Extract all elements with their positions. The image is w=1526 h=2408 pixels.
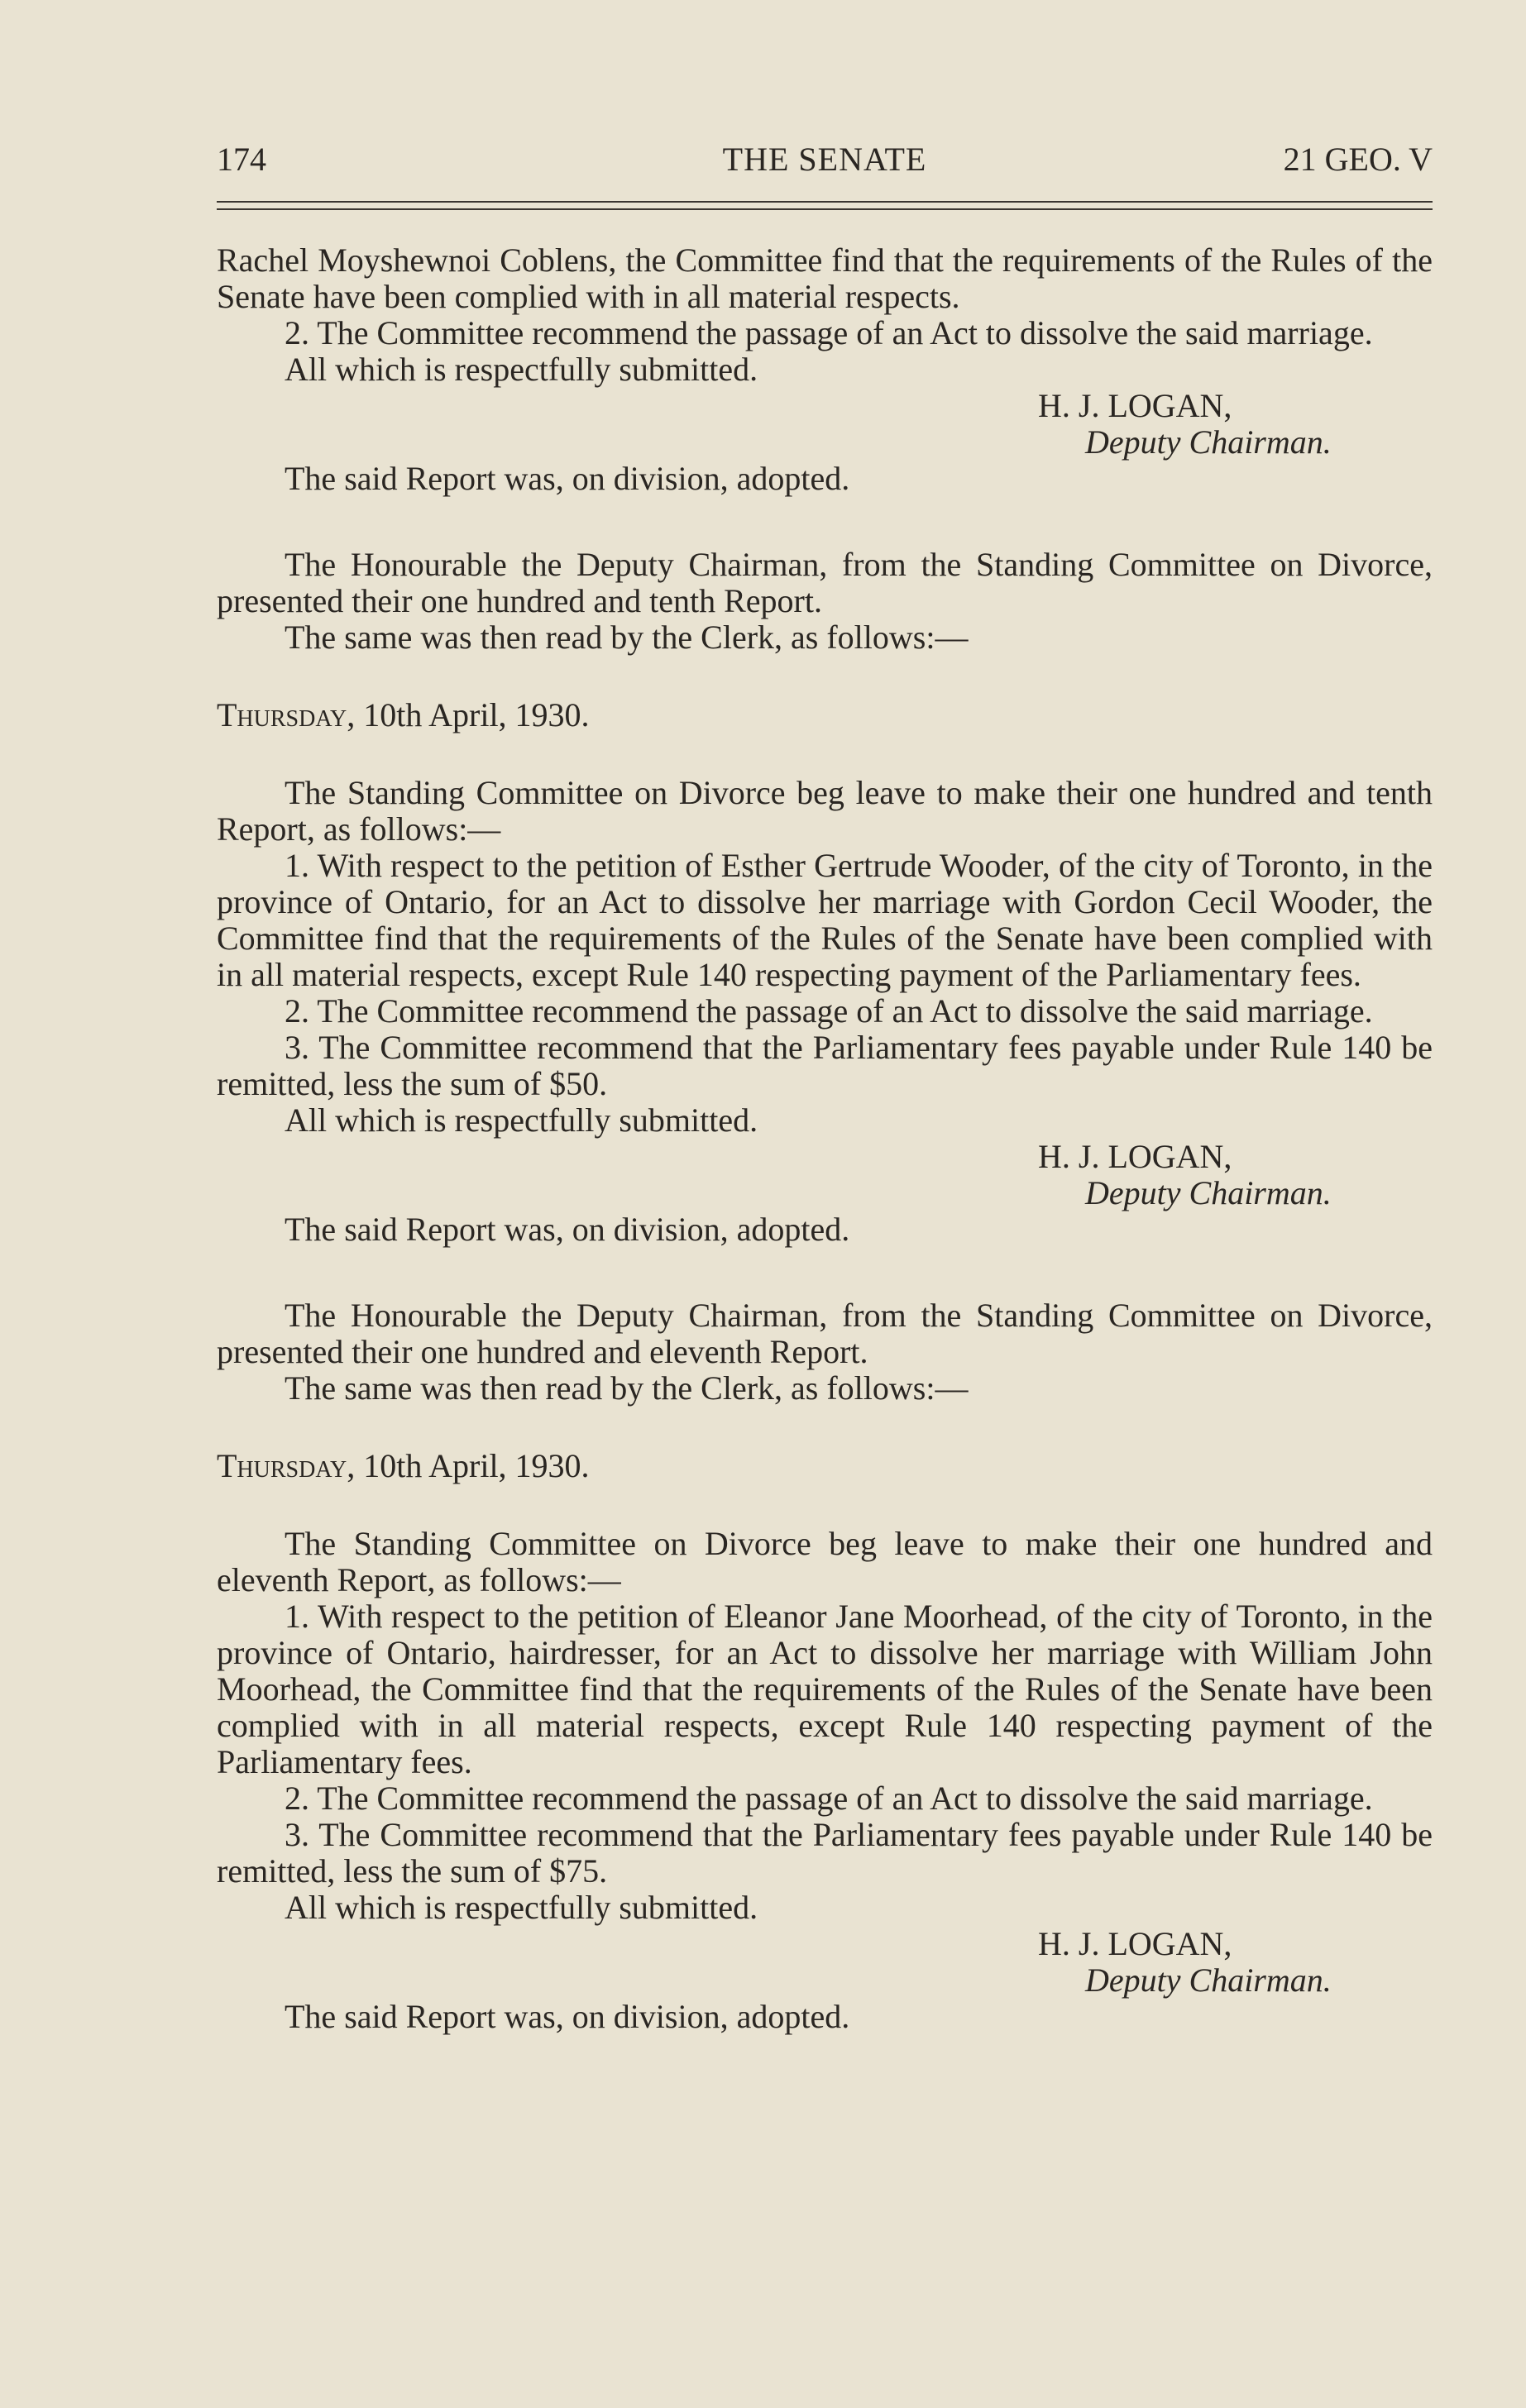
block3-item-3: 3. The Committee recommend that the Parliamentary fees payable under Rule 140 be remitted, less the sum of $75. bbox=[217, 1816, 1433, 1890]
block1-item-2: 2. The Committee recommend the passage of an Act to dissolve the said marriage. bbox=[285, 314, 1373, 351]
block2-read: The same was then read by the Clerk, as follows:— bbox=[285, 619, 969, 656]
signer-title: Deputy Chairman. bbox=[1085, 423, 1332, 461]
date-day: Thursday, bbox=[217, 696, 356, 733]
running-header bbox=[217, 135, 1433, 184]
date-day: Thursday, bbox=[217, 1447, 356, 1484]
signer-name: H. J. LOGAN, bbox=[1038, 1138, 1232, 1175]
signer-title: Deputy Chairman. bbox=[1085, 1961, 1332, 1999]
block2-beg-leave: The Standing Committee on Divorce beg leave to make their one hundred and tenth Report, as follows:— bbox=[217, 774, 1433, 848]
page-number: 174 bbox=[217, 141, 266, 178]
signer-name: H. J. LOGAN, bbox=[1038, 1925, 1232, 1962]
header-rule-top bbox=[217, 201, 1433, 203]
block2-adopted: The said Report was, on division, adopted. bbox=[285, 1211, 850, 1248]
block2-signature bbox=[217, 1139, 1433, 1211]
header-rule-bottom bbox=[217, 208, 1433, 210]
date-rest: 10th April, 1930. bbox=[355, 696, 590, 733]
block2-intro: The Honourable the Deputy Chairman, from the Standing Committee on Divorce, presented their one hundred and tenth Report. bbox=[217, 546, 1433, 619]
block3-date bbox=[217, 1448, 1433, 1484]
block2-date bbox=[217, 697, 1433, 733]
signer-name: H. J. LOGAN, bbox=[1038, 387, 1232, 424]
block3-adopted: The said Report was, on division, adopted. bbox=[285, 1998, 850, 2035]
signer-title: Deputy Chairman. bbox=[1085, 1174, 1332, 1211]
block2-item-3: 3. The Committee recommend that the Parliamentary fees payable under Rule 140 be remitted, less the sum of $50. bbox=[217, 1029, 1433, 1102]
block2-item-2: 2. The Committee recommend the passage of an Act to dissolve the said marriage. bbox=[285, 992, 1373, 1030]
regnal-year: 21 GEO. V bbox=[1283, 141, 1433, 178]
block3-signature bbox=[217, 1926, 1433, 1999]
block3-item-2: 2. The Committee recommend the passage of an Act to dissolve the said marriage. bbox=[285, 1780, 1373, 1817]
page-body bbox=[217, 242, 1433, 2035]
block3-intro: The Honourable the Deputy Chairman, from the Standing Committee on Divorce, presented their one hundred and eleventh Report. bbox=[217, 1297, 1433, 1370]
block2-submitted: All which is respectfully submitted. bbox=[285, 1101, 758, 1139]
block1-adopted: The said Report was, on division, adopted. bbox=[285, 460, 850, 497]
block1-signature bbox=[217, 388, 1433, 461]
block1-submitted: All which is respectfully submitted. bbox=[285, 351, 758, 388]
block3-submitted: All which is respectfully submitted. bbox=[285, 1889, 758, 1926]
block1-paragraph: Rachel Moyshewnoi Coblens, the Committee find that the requirements of the Rules of the Senate have been complied with in all material respects. bbox=[217, 241, 1433, 315]
block3-beg-leave: The Standing Committee on Divorce beg leave to make their one hundred and eleventh Report, as follows:— bbox=[217, 1525, 1433, 1598]
block3-read: The same was then read by the Clerk, as follows:— bbox=[285, 1369, 969, 1407]
block3-item-1: 1. With respect to the petition of Eleanor Jane Moorhead, of the city of Toronto, in the province of Ontario, hairdresser, for an Act to dissolve her marriage with William John Moorhead, the Committee find that the requirements of the Rules of the Senate have been complied with in all material respects, except Rule 140 respecting payment of the Parliamentary fees. bbox=[217, 1598, 1433, 1780]
block2-item-1: 1. With respect to the petition of Esther Gertrude Wooder, of the city of Toronto, in the province of Ontario, for an Act to dissolve her marriage with Gordon Cecil Wooder, the Committee find that the requirements of the Rules of the Senate have been complied with in all material respects, except Rule 140 respecting payment of the Parliamentary fees. bbox=[217, 847, 1433, 993]
header-title: THE SENATE bbox=[722, 141, 927, 178]
date-rest: 10th April, 1930. bbox=[355, 1447, 590, 1484]
